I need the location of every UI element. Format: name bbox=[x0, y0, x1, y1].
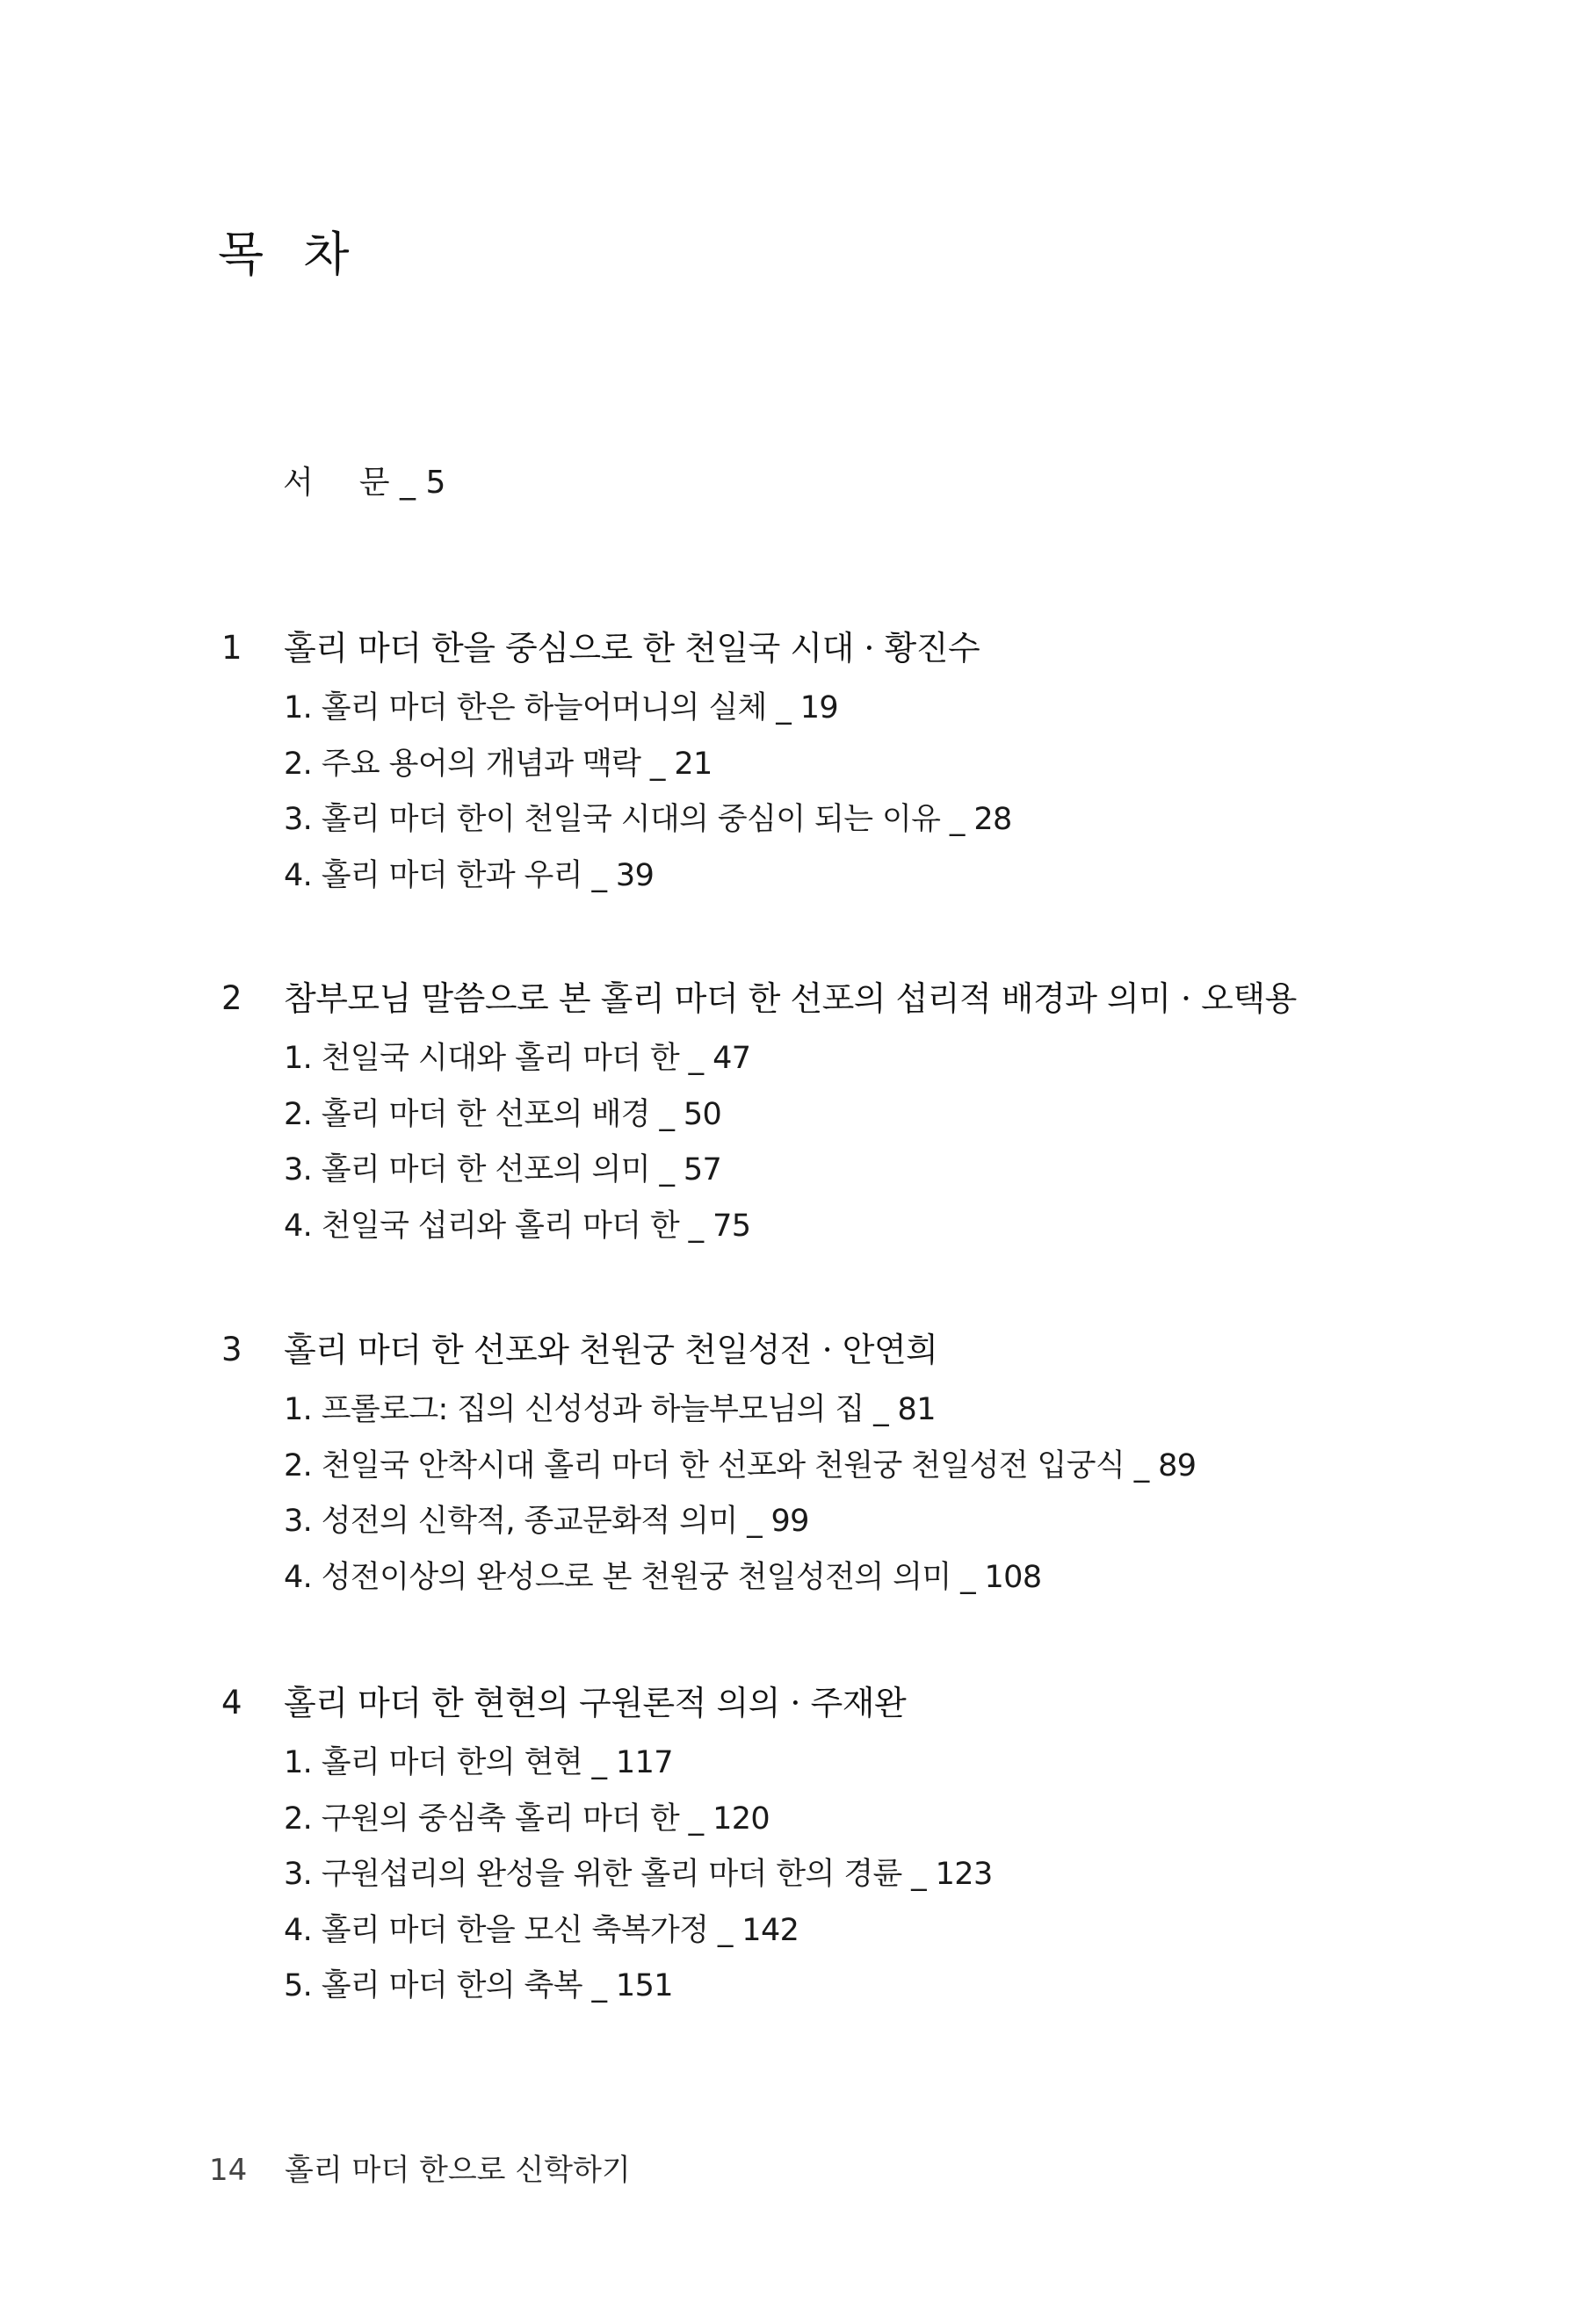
toc-entry-preface[interactable] bbox=[283, 461, 445, 505]
toc-item[interactable]: 4. 성전이상의 완성으로 본 천원궁 천일성전의 의미 _ 108 bbox=[284, 1559, 1042, 1595]
toc-item[interactable]: 2. 주요 용어의 개념과 맥락 _ 21 bbox=[284, 746, 713, 782]
toc-item[interactable]: 2. 구원의 중심축 홀리 마더 한 _ 120 bbox=[284, 1801, 770, 1837]
section-title[interactable]: 참부모님 말씀으로 본 홀리 마더 한 선포의 섭리적 배경과 의미 · 오택용 bbox=[284, 979, 1297, 1018]
section-number: 1 bbox=[221, 629, 242, 667]
toc-item[interactable]: 1. 홀리 마더 한은 하늘어머니의 실체 _ 19 bbox=[284, 690, 839, 725]
toc-item[interactable]: 3. 성전의 신학적, 종교문화적 의미 _ 99 bbox=[284, 1504, 809, 1539]
toc-item[interactable]: 3. 홀리 마더 한 선포의 의미 _ 57 bbox=[284, 1152, 722, 1187]
toc-item[interactable]: 1. 프롤로그: 집의 신성성과 하늘부모님의 집 _ 81 bbox=[284, 1392, 936, 1427]
running-title: 홀리 마더 한으로 신학하기 bbox=[285, 2153, 631, 2188]
section-number: 4 bbox=[221, 1684, 242, 1721]
toc-item[interactable]: 3. 홀리 마더 한이 천일국 시대의 중심이 되는 이유 _ 28 bbox=[284, 802, 1012, 837]
toc-item[interactable]: 3. 구원섭리의 완성을 위한 홀리 마더 한의 경륜 _ 123 bbox=[284, 1857, 993, 1892]
section-items bbox=[284, 686, 1012, 909]
toc-item[interactable]: 1. 홀리 마더 한의 현현 _ 117 bbox=[284, 1745, 673, 1780]
preface-separator: _ bbox=[389, 465, 426, 501]
section-items bbox=[284, 1036, 750, 1259]
page-footer bbox=[209, 2148, 631, 2192]
section-number: 2 bbox=[221, 979, 242, 1017]
preface-label-part2: 문 bbox=[358, 465, 390, 501]
toc-item[interactable]: 2. 홀리 마더 한 선포의 배경 _ 50 bbox=[284, 1096, 722, 1132]
section-title[interactable]: 홀리 마더 한 선포와 천원궁 천일성전 · 안연희 bbox=[284, 1331, 938, 1369]
page-title: 목 차 bbox=[218, 227, 362, 282]
preface-page-number: 5 bbox=[425, 465, 446, 501]
toc-item[interactable]: 4. 홀리 마더 한을 모신 축복가정 _ 142 bbox=[284, 1912, 799, 1948]
section-title[interactable]: 홀리 마더 한을 중심으로 한 천일국 시대 · 황진수 bbox=[284, 629, 980, 668]
section-items bbox=[284, 1741, 993, 2020]
toc-item[interactable]: 4. 홀리 마더 한과 우리 _ 39 bbox=[284, 857, 655, 893]
section-items bbox=[284, 1388, 1196, 1611]
preface-label-part1: 서 bbox=[283, 465, 314, 501]
section-number: 3 bbox=[221, 1331, 242, 1368]
toc-item[interactable]: 5. 홀리 마더 한의 축복 _ 151 bbox=[284, 1968, 673, 2003]
toc-item[interactable]: 4. 천일국 섭리와 홀리 마더 한 _ 75 bbox=[284, 1208, 751, 1244]
page-number: 14 bbox=[209, 2153, 248, 2188]
toc-item[interactable]: 2. 천일국 안착시대 홀리 마더 한 선포와 천원궁 천일성전 입궁식 _ 89 bbox=[284, 1447, 1197, 1483]
section-title[interactable]: 홀리 마더 한 현현의 구원론적 의의 · 주재완 bbox=[284, 1684, 907, 1722]
toc-item[interactable]: 1. 천일국 시대와 홀리 마더 한 _ 47 bbox=[284, 1041, 751, 1076]
